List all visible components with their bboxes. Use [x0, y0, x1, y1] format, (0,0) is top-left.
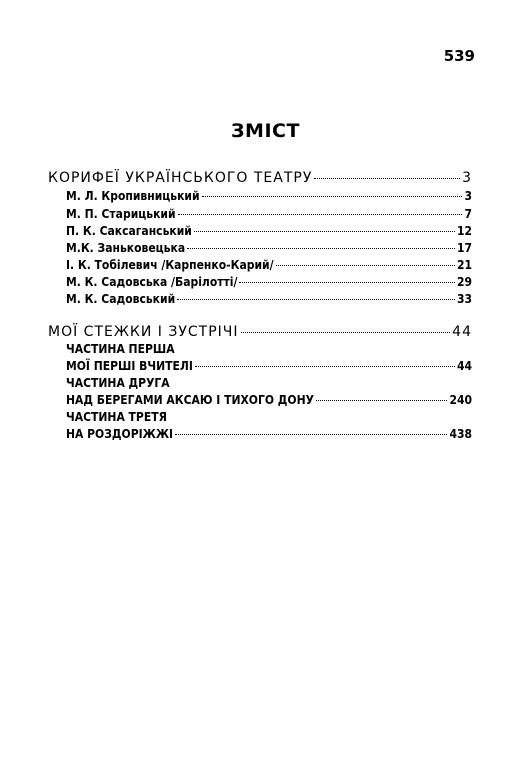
dot-leader — [187, 248, 455, 249]
toc-entry — [66, 289, 472, 309]
part-label: ЧАСТИНА ТРЕТЯ — [66, 410, 167, 424]
toc-entry-label: М. П. Старицький — [66, 207, 176, 221]
part-label: ЧАСТИНА ДРУГА — [66, 376, 170, 390]
toc-entry-page: 7 — [464, 207, 472, 221]
dot-leader — [241, 332, 451, 333]
dot-leader — [195, 366, 455, 367]
toc-entry-label: МОЇ ПЕРШІ ВЧИТЕЛІ — [66, 359, 193, 373]
section-heading-koryfei — [48, 168, 472, 188]
dot-leader — [175, 434, 447, 435]
section-heading-label: МОЇ СТЕЖКИ І ЗУСТРІЧІ — [48, 324, 239, 340]
page-title: ЗМІСТ — [231, 120, 300, 142]
dot-leader — [314, 178, 460, 179]
toc-entry-label: НА РОЗДОРІЖЖІ — [66, 427, 174, 441]
toc-entry-label: П. К. Саксаганський — [66, 224, 192, 238]
toc-entry-page: 3 — [464, 189, 472, 203]
toc-entry-page: 33 — [456, 292, 472, 306]
dot-leader — [239, 282, 455, 283]
toc-entry-page: 21 — [456, 258, 472, 272]
toc-entry-page: 240 — [449, 393, 472, 407]
toc-entry-label: М. К. Садовська /Барілотті/ — [66, 275, 238, 289]
dot-leader — [276, 265, 455, 266]
toc-entry — [66, 186, 472, 206]
dot-leader — [316, 400, 448, 401]
dot-leader — [194, 231, 455, 232]
page-number: 539 — [443, 47, 475, 65]
dot-leader — [178, 214, 463, 215]
toc-entry-page: 29 — [456, 275, 472, 289]
section-heading-label: КОРИФЕЇ УКРАЇНСЬКОГО ТЕАТРУ — [48, 170, 313, 186]
toc-entry-label: НАД БЕРЕГАМИ АКСАЮ І ТИХОГО ДОНУ — [66, 393, 314, 407]
toc-entry-page: 12 — [456, 224, 472, 238]
toc-entry-page: 44 — [456, 359, 472, 373]
toc-entry-page: 438 — [449, 427, 472, 441]
toc-entry — [66, 424, 472, 444]
section-heading-page: 3 — [462, 170, 472, 186]
toc-entry-page: 17 — [456, 241, 472, 255]
dot-leader — [177, 299, 455, 300]
toc-entry-label: М.К. Заньковецька — [66, 241, 186, 255]
part-label: ЧАСТИНА ПЕРША — [66, 342, 175, 356]
toc-entry-label: І. К. Тобілевич /Карпенко-Карий/ — [66, 258, 274, 272]
section-heading-page: 44 — [452, 324, 472, 340]
toc-entry-label: М. К. Садовський — [66, 292, 176, 306]
toc-entry-label: М. Л. Кропивницький — [66, 189, 200, 203]
dot-leader — [202, 196, 463, 197]
